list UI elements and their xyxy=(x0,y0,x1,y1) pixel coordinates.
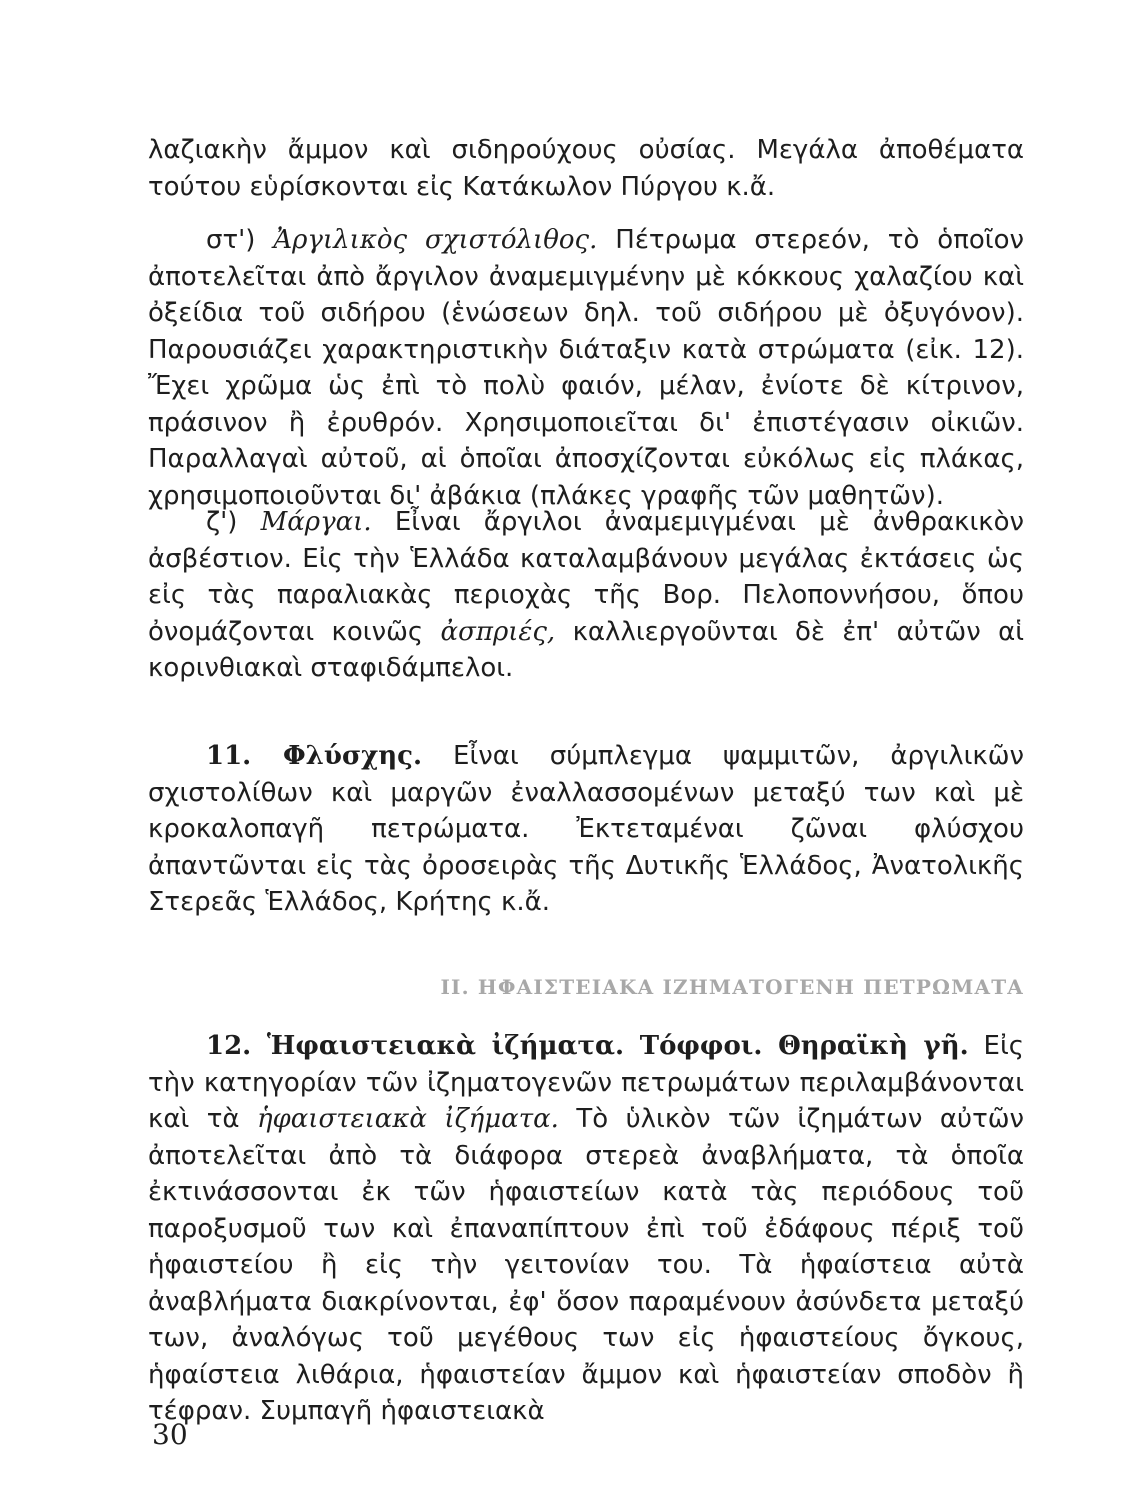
paragraph-text: Εἰς τὴν κατηγορίαν τῶν ἰζηματογενῶν πετρωμάτων περιλαμβάνονται καὶ τὰ xyxy=(148,1031,1025,1134)
paragraph-ifaisteiaka-izimata xyxy=(148,1028,1024,1430)
page-number: 30 xyxy=(152,1418,188,1451)
item-label: στ') xyxy=(206,225,256,255)
term-argilikos-schistolithos: Ἀργιλικὸς σχιστόλιθος. xyxy=(273,225,598,255)
paragraph-laziakin xyxy=(148,132,1024,205)
paragraph-margai xyxy=(148,504,1024,687)
paragraph-text: Πέτρωμα στερεόν, τὸ ὁποῖον ἀποτελεῖται ἀπὸ ἄργιλον ἀναμεμιγμένην μὲ κόκκους χαλαζίου καὶ ὀξείδια τοῦ σιδήρου (ἑνώσεων δηλ. τοῦ σιδήρου μὲ ὀξυγόνον). Παρουσιάζει χαρακτηριστικὴν διάταξιν κατὰ στρώματα (εἰκ. 12). Ἔχει χρῶμα ὡς ἐπὶ τὸ πολὺ φαιόν, μέλαν, ἐνίοτε δὲ κίτρινον, πράσινον ἢ ἐρυθρόν. Χρησιμοποιεῖται δι' ἐπιστέγασιν οἰκιῶν. Παραλλαγαὶ αὐτοῦ, αἱ ὁποῖαι ἀποσχίζονται εὐκόλως εἰς πλάκας, χρησιμοποιοῦνται δι' ἀβάκια (πλάκες γραφῆς τῶν μαθητῶν). xyxy=(148,225,1024,511)
paragraph-text-continued: καλλιεργοῦνται δὲ ἐπ' αὐτῶν αἱ κορινθιακαὶ σταφιδάμπελοι. xyxy=(148,616,1025,683)
term-asprie: ἀσπριές, xyxy=(440,616,556,647)
item-label: ζ') xyxy=(206,507,238,537)
section-heading-ii: II. ΗΦΑΙΣΤΕΙΑΚΑ ΙΖΗΜΑΤΟΓΕΝΗ ΠΕΤΡΩΜΑΤΑ xyxy=(440,975,1024,999)
paragraph-text: Εἶναι σύμπλεγμα ψαμμιτῶν, ἀργιλικῶν σχιστολίθων καὶ μαργῶν ἐναλλασσομένων μεταξύ των καὶ μὲ κροκαλοπαγῆ πετρώματα. Ἐκτεταμέναι ζῶναι φλύσχου ἀπαντῶνται εἰς τὰς ὀροσειρὰς τῆς Δυτικῆς Ἑλλάδος, Ἀνατολικῆς Στερεᾶς Ἑλλάδος, Κρήτης κ.ἄ. xyxy=(148,741,1024,917)
section-12-heading: 12. Ἡφαιστειακὰ ἰζήματα. Τόφφοι. Θηραϊκὴ γῆ. xyxy=(206,1031,969,1061)
paragraph-text: Εἶναι ἄργιλοι ἀναμεμιγμέναι μὲ ἀνθρακικὸν ἀσβέστιον. Εἰς τὴν Ἑλλάδα καταλαμβάνουν μεγάλας ἐκτάσεις ὡς εἰς τὰς παραλιακὰς περιοχὰς τῆς Βορ. Πελοποννήσου, ὅπου ὀνομάζονται κοινῶς xyxy=(148,507,1025,647)
term-margai: Μάργαι. xyxy=(260,507,372,537)
paragraph-argilikos-schistolithos xyxy=(148,222,1024,514)
term-ifaisteiaka-izimata: ἡφαιστειακὰ ἰζήματα. xyxy=(256,1104,559,1134)
section-11-heading: 11. Φλύσχης. xyxy=(206,741,423,771)
paragraph-text: λαζιακὴν ἄμμον καὶ σιδηρούχους οὐσίας. Μεγάλα ἀποθέματα τούτου εὑρίσκονται εἰς Κατάκωλον Πύργου κ.ἄ. xyxy=(148,135,1024,202)
paragraph-text-continued: Τὸ ὑλικὸν τῶν ἰζημάτων αὐτῶν ἀποτελεῖται ἀπὸ τὰ διάφορα στερεὰ ἀναβλήματα, τὰ ὁποῖα ἐκτινάσσονται ἐκ τῶν ἡφαιστείων κατὰ τὰς περιόδους τοῦ παροξυσμοῦ των καὶ ἐπαναπίπτουν ἐπὶ τοῦ ἐδάφους πέριξ τοῦ ἡφαιστείου ἢ εἰς τὴν γειτονίαν του. Τὰ ἡφαίστεια αὐτὰ ἀναβλήματα διακρίνονται, ἐφ' ὅσον παραμένουν ἀσύνδετα μεταξύ των, ἀναλόγως τοῦ μεγέθους των εἰς ἡφαιστείους ὄγκους, ἡφαίστεια λιθάρια, ἡφαιστείαν ἄμμον καὶ ἡφαιστείαν σποδὸν ἢ τέφραν. Συμπαγῆ ἡφαιστειακὰ xyxy=(148,1104,1025,1426)
paragraph-flyschis xyxy=(148,738,1024,921)
